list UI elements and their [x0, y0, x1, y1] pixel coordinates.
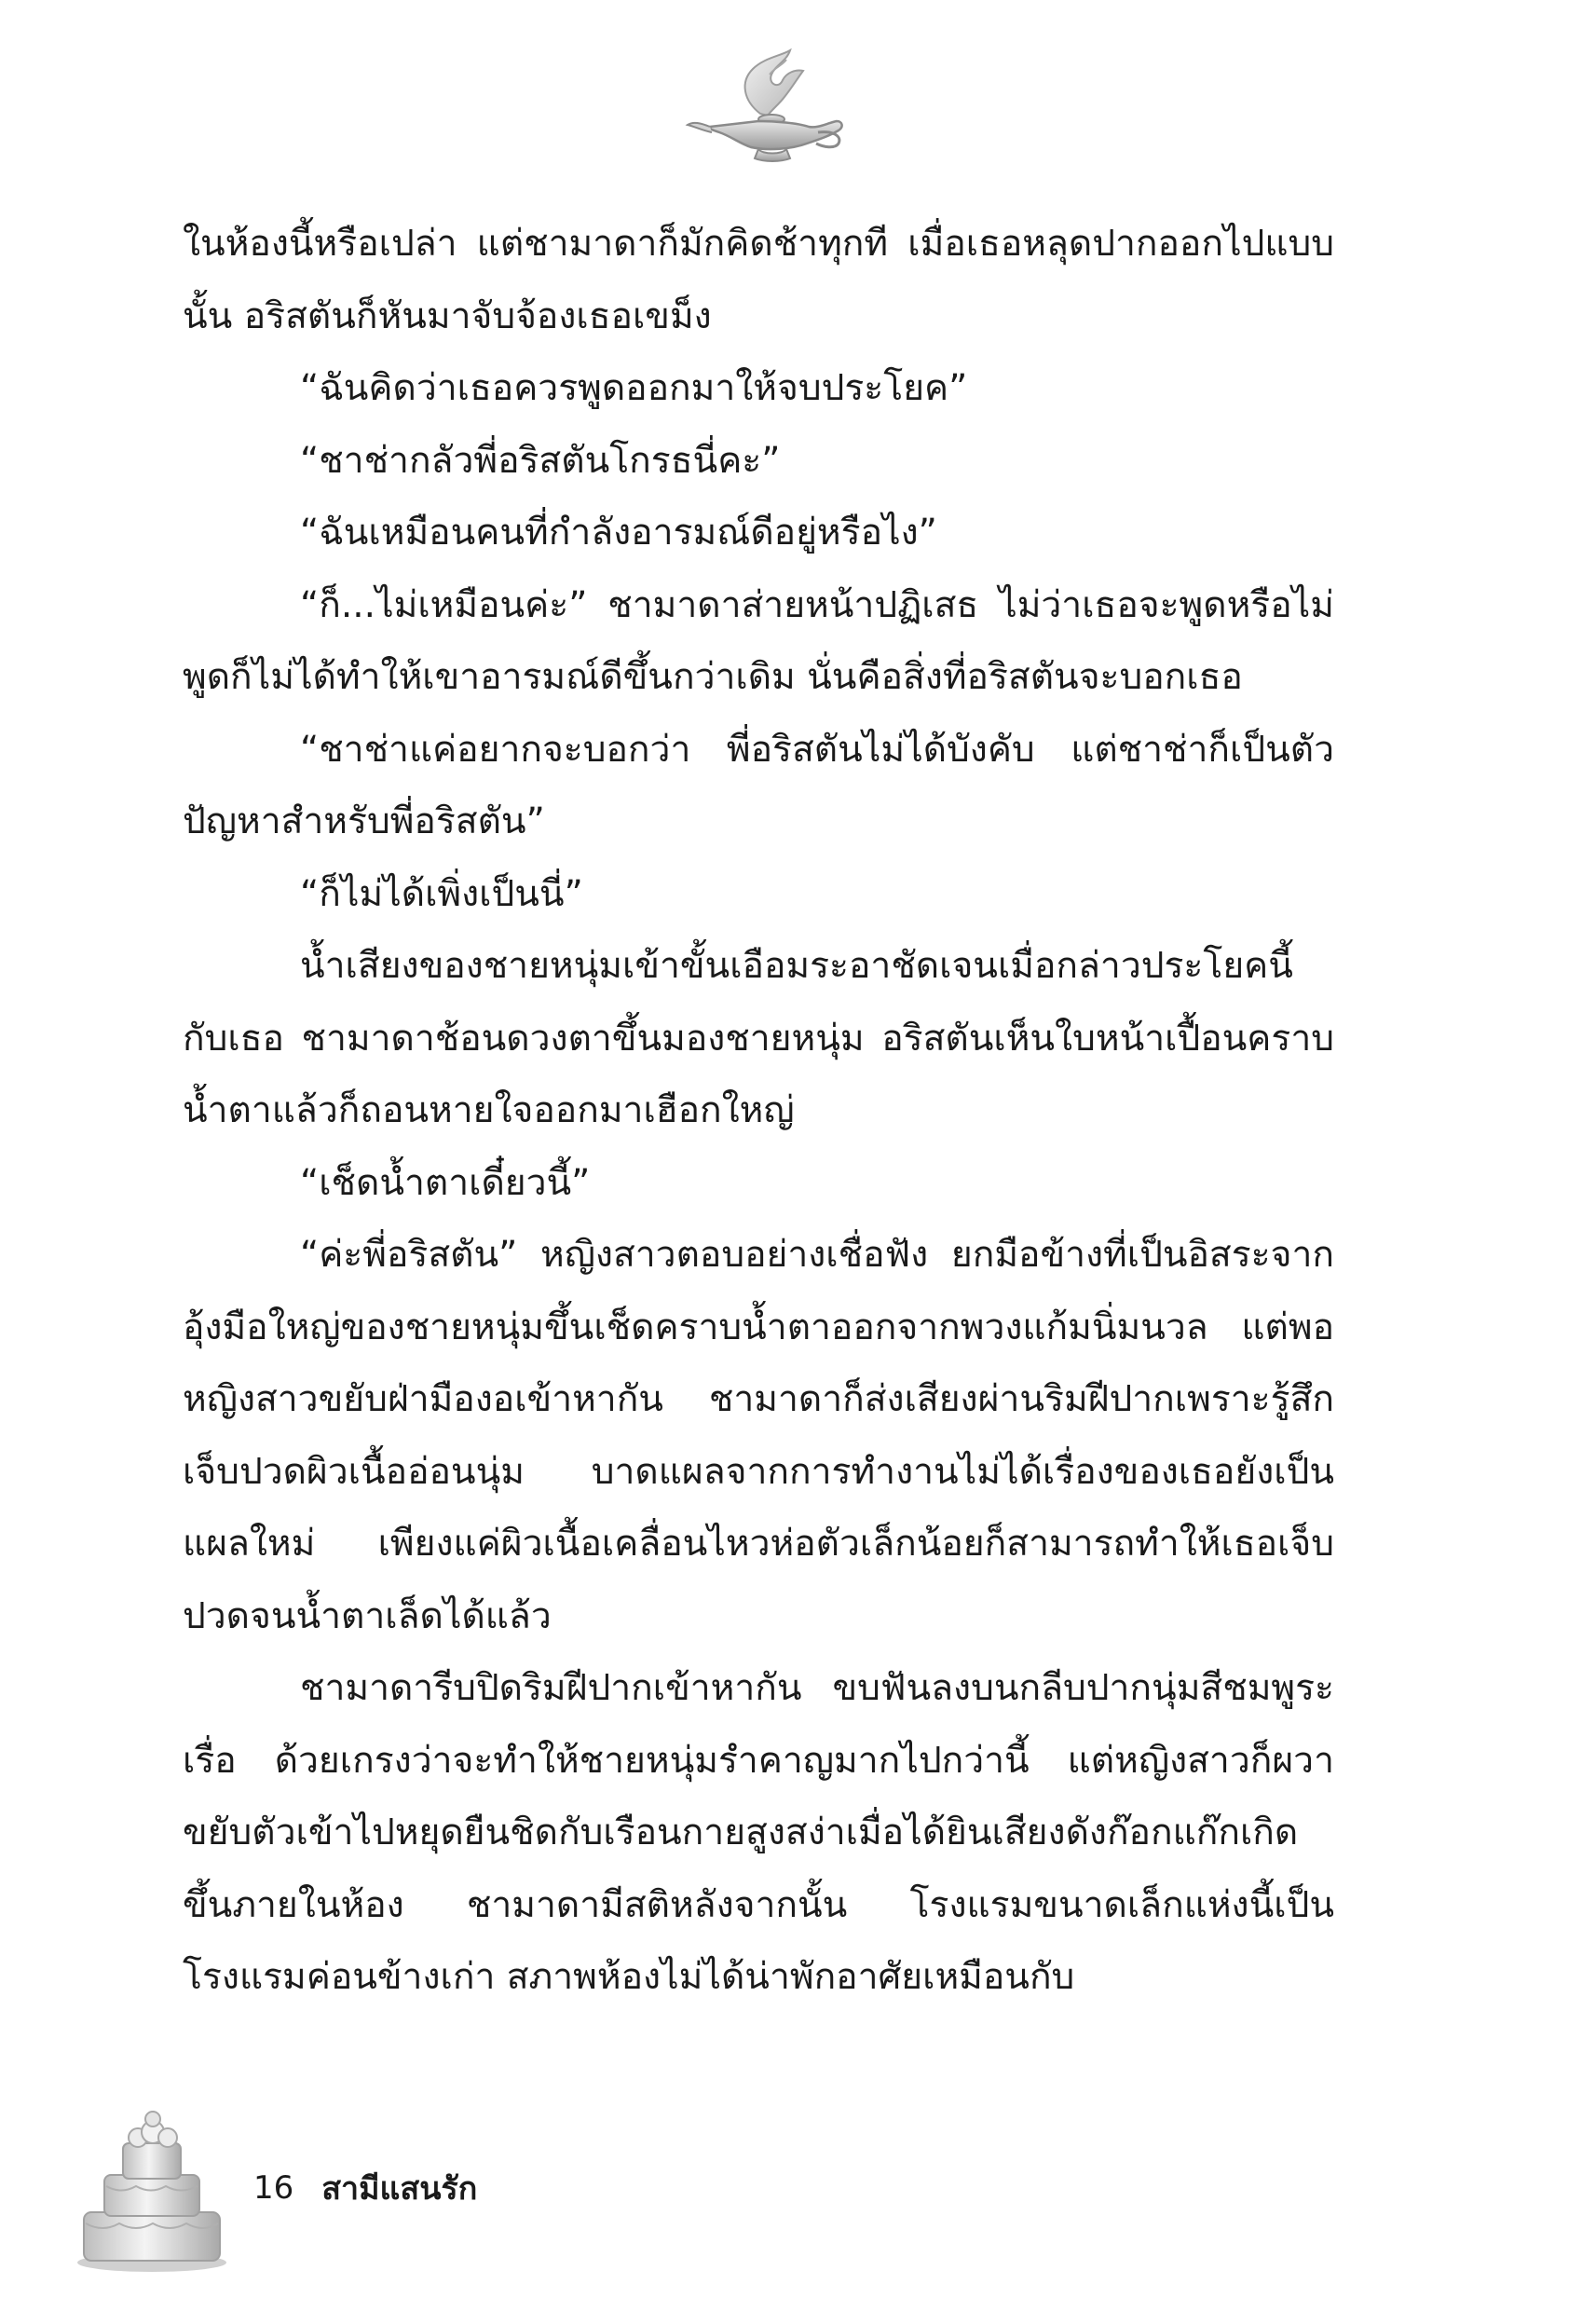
paragraph: “ฉันเหมือนคนที่กำลังอารมณ์ดีอยู่หรือไง” — [300, 512, 937, 554]
paragraph: “เช็ดน้ำตาเดี๋ยวนี้” — [300, 1161, 591, 1204]
genie-lamp-icon — [678, 47, 855, 168]
paragraph: ในห้องนี้หรือเปล่า แต่ชามาดาก็มักคิดช้าทุกที เมื่อเธอหลุดปากออกไปแบบนั้น อริสตันก็หันมาจับจ้องเธอเขม็ง — [183, 223, 1334, 337]
paragraph: “ฉันคิดว่าเธอควรพูดออกมาให้จบประโยค” — [300, 367, 968, 409]
paragraph: ชามาดารีบปิดริมฝีปากเข้าหากัน ขบฟันลงบนกลีบปากนุ่มสีชมพูระเรื่อ ด้วยเกรงว่าจะทำให้ชายหนุ่มรำคาญมากไปกว่านี้ แต่หญิงสาวก็ผวาขยับตัวเข้าไปหยุดยืนชิดกับเรือนกายสูงสง่าเมื่อได้ยินเสียงดังก๊อกแก๊กเกิดขึ้นภายในห้อง ชามาดามีสติหลังจากนั้น โรงแรมขนาดเล็กแห่งนี้เป็นโรงแรมค่อนข้างเก่า สภาพห้องไม่ได้น่าพักอาศัยเหมือนกับ — [183, 1667, 1334, 1998]
book-title: สามีแสนรัก — [321, 2170, 478, 2208]
paragraph: “ก็ไม่ได้เพิ่งเป็นนี่” — [300, 872, 583, 915]
wedding-cake-icon — [73, 2108, 231, 2276]
paragraph: “ค่ะพี่อริสตัน” หญิงสาวตอบอย่างเชื่อฟัง ยกมือข้างที่เป็นอิสระจากอุ้งมือใหญ่ของชายหนุ่มขึ้นเช็ดคราบน้ำตาออกจากพวงแก้มนิ่มนวล แต่พอหญิงสาวขยับฝ่ามืองอเข้าหากัน ชามาดาก็ส่งเสียงผ่านริมฝีปากเพราะรู้สึกเจ็บปวดผิวเนื้ออ่อนนุ่ม บาดแผลจากการทำงานไม่ได้เรื่องของเธอยังเป็นแผลใหม่ เพียงแค่ผิวเนื้อเคลื่อนไหวห่อตัวเล็กน้อยก็สามารถทำให้เธอเจ็บปวดจนน้ำตาเล็ดได้แล้ว — [183, 1234, 1334, 1637]
paragraph: น้ำเสียงของชายหนุ่มเข้าขั้นเอือมระอาชัดเจนเมื่อกล่าวประโยคนี้กับเธอ ชามาดาช้อนดวงตาขึ้นมองชายหนุ่ม อริสตันเห็นใบหน้าเปื้อนคราบน้ำตาแล้วก็ถอนหายใจออกมาเฮือกใหญ่ — [183, 945, 1334, 1131]
paragraph: “ชาช่ากลัวพี่อริสตันโกรธนี่คะ” — [300, 439, 781, 482]
body-text — [183, 208, 1334, 2014]
paragraph: “ชาช่าแค่อยากจะบอกว่า พี่อริสตันไม่ได้บังคับ แต่ชาช่าก็เป็นตัวปัญหาสำหรับพี่อริสตัน” — [183, 728, 1334, 842]
paragraph: “ก็...ไม่เหมือนค่ะ” ชามาดาส่ายหน้าปฏิเสธ ไม่ว่าเธอจะพูดหรือไม่พูดก็ไม่ได้ทำให้เขาอารมณ์ดีขึ้นกว่าเดิม นั่นคือสิ่งที่อริสตันจะบอกเธอ — [183, 583, 1334, 698]
page-number: 16 — [253, 2169, 294, 2207]
page-footer — [253, 2160, 477, 2216]
